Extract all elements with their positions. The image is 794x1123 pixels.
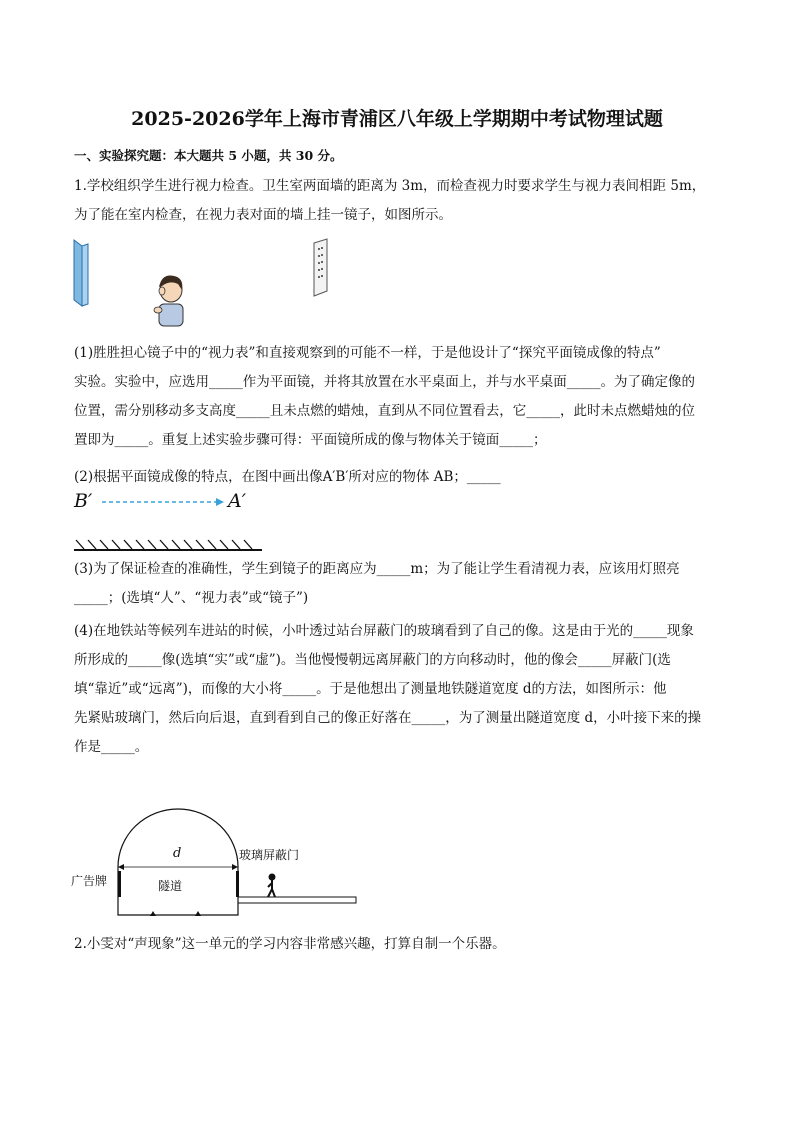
q1-part1-line: 实验。实验中，应选用_____作为平面镜，并将其放置在水平桌面上，并与水平桌面_____。为了确定像的 <box>74 374 695 390</box>
q1-part1-line: (1)胜胜担心镜子中的“视力表”和直接观察到的可能不一样，于是他设计了“探究平面镜成像的特点” <box>74 345 661 361</box>
plane-mirror-icon <box>74 537 264 553</box>
q1-part4-line: 填“靠近”或“远离”)，而像的大小将_____。于是他想出了测量地铁隧道宽度 d的方法，如图所示：他 <box>74 681 667 697</box>
glass-door-label: 玻璃屏蔽门 <box>239 848 300 862</box>
label-b-prime: B′ <box>74 490 93 512</box>
section-heading: 一、实验探究题：本大题共 5 小题，共 30 分。 <box>74 148 343 163</box>
q1-part1 <box>74 339 724 455</box>
eye-chart-icon <box>314 239 327 296</box>
q1-part4-line: 作是_____。 <box>74 739 149 755</box>
ad-board-icon <box>118 871 121 897</box>
glass-door-icon <box>236 871 239 897</box>
q1-part2: (2)根据平面镜成像的特点，在图中画出像A′B′所对应的物体 AB；_____ <box>74 469 501 485</box>
q1-intro-line: 1.学校组织学生进行视力检查。卫生室两面墙的距离为 3m，而检查视力时要求学生与视力表间相距 5m， <box>74 178 706 194</box>
person-silhouette-icon <box>268 875 275 898</box>
ad-board-label: 广告牌 <box>71 874 108 888</box>
image-arrow <box>100 495 228 509</box>
q1-part3-line: (3)为了保证检查的准确性，学生到镜子的距离应为_____m；为了能让学生看清视力表，应该用灯照亮 <box>74 561 680 577</box>
tunnel-label: 隧道 <box>158 879 183 893</box>
mirror-icon <box>74 240 88 306</box>
q1-part3 <box>74 555 724 613</box>
q1-part4-line: 所形成的_____像(选填“实”或“虚”)。当他慢慢朝远离屏蔽门的方向移动时，他的像会_____屏蔽门(选 <box>74 652 671 668</box>
q1-part1-line: 位置，需分别移动多支高度_____且未点燃的蜡烛，直到从不同位置看去，它_____，此时未点燃蜡烛的位 <box>74 403 695 419</box>
q1-part4-line: 先紧贴玻璃门，然后向后退，直到看到自己的像正好落在_____，为了测量出隧道宽度 d，小叶接下来的操 <box>74 710 702 726</box>
label-a-prime: A′ <box>228 490 247 512</box>
tunnel-diagram <box>115 805 360 920</box>
question-2: 2.小雯对“声现象”这一单元的学习内容非常感兴趣，打算自制一个乐器。 <box>74 936 506 952</box>
q1-intro <box>74 172 724 230</box>
q1-part4 <box>74 617 724 762</box>
person-icon <box>154 275 183 326</box>
tunnel-width-label: d <box>173 846 182 861</box>
eye-exam-figure <box>70 238 340 333</box>
q1-part4-line: (4)在地铁站等候列车进站的时候，小叶透过站台屏蔽门的玻璃看到了自己的像。这是由于光的_____现象 <box>74 623 694 639</box>
q1-part1-line: 置即为_____。重复上述实验步骤可得：平面镜所成的像与物体关于镜面_____； <box>74 432 547 448</box>
page-title: 2025-2026学年上海市青浦区八年级上学期期中考试物理试题 <box>131 108 663 130</box>
q1-part3-line: _____；(选填“人”、“视力表”或“镜子”) <box>74 590 309 606</box>
q1-intro-line: 为了能在室内检查，在视力表对面的墙上挂一镜子，如图所示。 <box>74 207 452 223</box>
